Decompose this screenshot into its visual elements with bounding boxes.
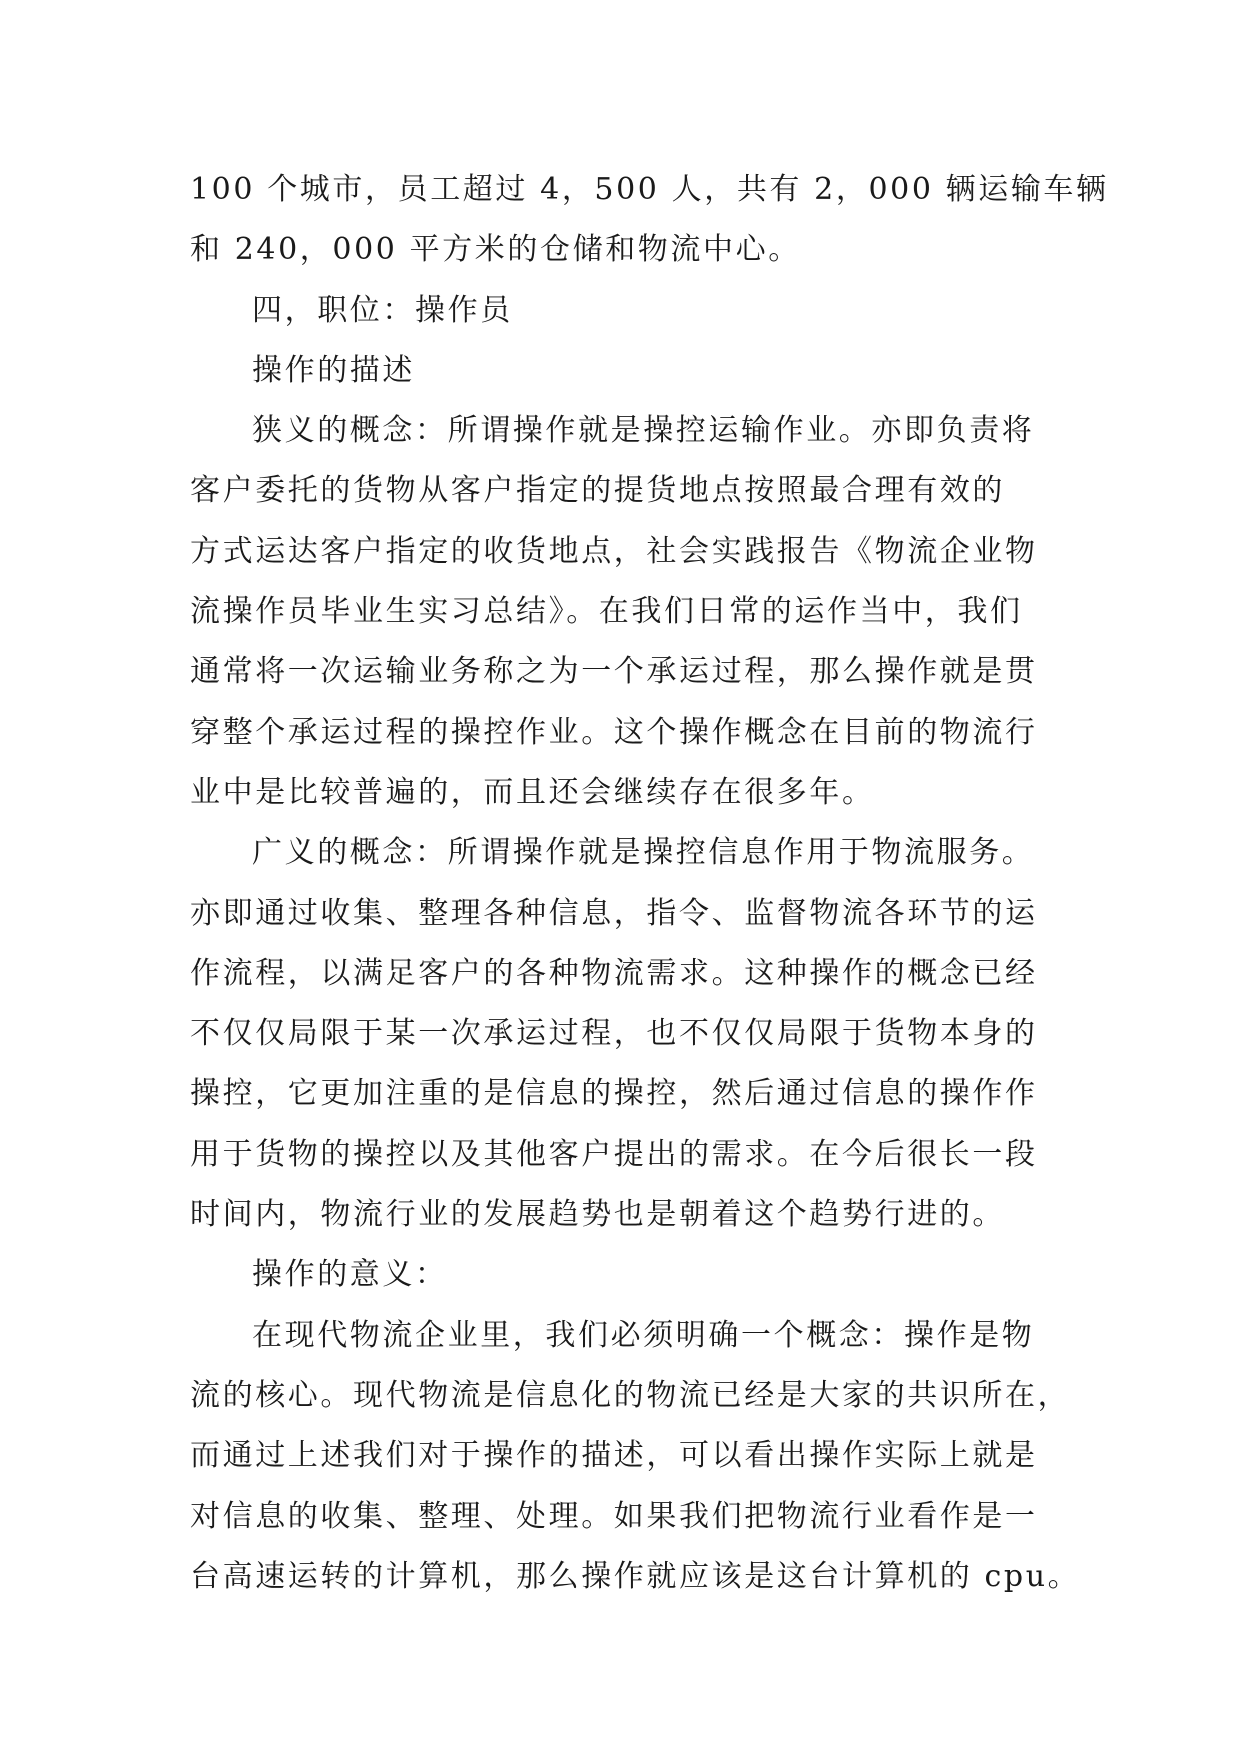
text-line: 作流程，以满足客户的各种物流需求。这种操作的概念已经 [190,955,1038,991]
text-line: 流的核心。现代物流是信息化的物流已经是大家的共识所在， [190,1377,1071,1413]
text-line: 台高速运转的计算机，那么操作就应该是这台计算机的 cpu。 [190,1558,1081,1594]
text-line: 100 个城市，员工超过 4，500 人，共有 2，000 辆运输车辆 [190,172,1109,207]
text-line: 用于货物的操控以及其他客户提出的需求。在今后很长一段 [190,1136,1038,1172]
text-line: 和 240，000 平方米的仓储和物流中心。 [190,232,801,268]
text-line: 通常将一次运输业务称之为一个承运过程，那么操作就是贯 [190,654,1038,690]
text-line: 客户委托的货物从客户指定的提货地点按照最合理有效的 [190,473,1005,509]
text-line: 不仅仅局限于某一次承运过程，也不仅仅局限于货物本身的 [190,1016,1038,1052]
text-line: 操控，它更加注重的是信息的操控，然后通过信息的操作作 [190,1076,1038,1112]
text-line: 广义的概念：所谓操作就是操控信息作用于物流服务。 [252,835,1035,871]
text-line: 亦即通过收集、整理各种信息，指令、监督物流各环节的运 [190,895,1038,931]
text-line: 时间内，物流行业的发展趋势也是朝着这个趋势行进的。 [190,1197,1005,1233]
text-line: 在现代物流企业里，我们必须明确一个概念：操作是物 [252,1317,1035,1353]
document-body [190,160,1109,1607]
text-line: 而通过上述我们对于操作的描述，可以看出操作实际上就是 [190,1438,1038,1474]
text-line: 业中是比较普遍的，而且还会继续存在很多年。 [190,774,875,810]
text-line: 狭义的概念：所谓操作就是操控运输作业。亦即负责将 [252,413,1035,449]
section-heading: 操作的意义： [252,1257,448,1293]
section-heading: 四，职位：操作员 [252,292,513,328]
text-line: 流操作员毕业生实习总结》。在我们日常的运作当中，我们 [190,594,1023,630]
text-line: 对信息的收集、整理、处理。如果我们把物流行业看作是一 [190,1498,1038,1534]
text-line: 方式运达客户指定的收货地点，社会实践报告《物流企业物 [190,533,1038,569]
section-heading: 操作的描述 [252,352,415,388]
text-line: 穿整个承运过程的操控作业。这个操作概念在目前的物流行 [190,714,1038,750]
